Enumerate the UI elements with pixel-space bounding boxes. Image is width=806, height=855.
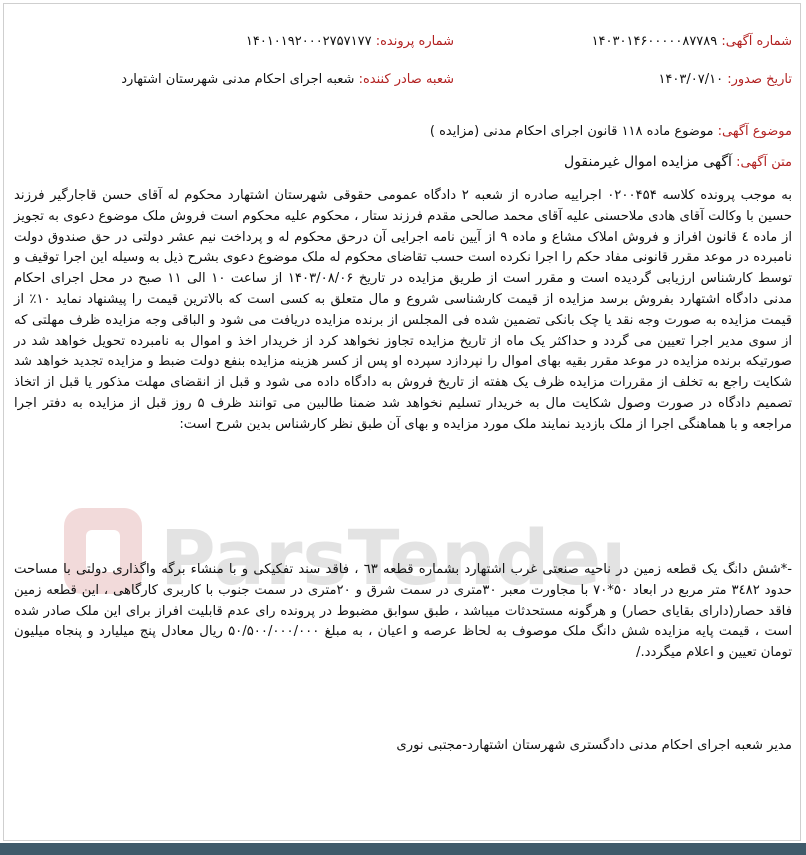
body-paragraph: به موجب پرونده کلاسه ۰۲۰۰۴۵۴ اجراییه صادره از شعبه ۲ دادگاه عمومی حقوقی شهرستان اشتهارد محکوم له آقای حسن قاجارگیر فرزند حسین با وکالت آقای هادی ملاحسنی علیه آقای محمد صالحی مقدم فرزند ستار ، محکوم علیه محکوم است فروش ملک موضوع دعوی به تجویز از ماده ٤ قانون افراز و فروش املاک مشاع و ماده ۹ از آیین نامه اجرایی آن درحق محکوم له و پرداخت نیم عشر دولتی در حق صندوق دولت نامبرده در موعد مقرر قانونی مفاد حکم را اجرا نکرده است حسب تقاضای محکوم له ملک موضوع دعوی بشرح ذیل به وسیله این اجرا توقیف و توسط کارشناس ارزیابی گردیده است و مقرر است از طریق مزایده در تاریخ ۱۴۰۳/۰۸/۰۶ از ساعت ۱۰ الی ۱۱ صبح در محل اجرای احکام مدنی دادگاه اشتهارد بفروش برسد مزایده از قیمت کارشناسی شروع و مال متعلق به کسی است که بالاترین قیمت را پیشنهاد نماید ۱۰٪ از قیمت مزایده به صورت وجه نقد یا چک بانکی تضمین شده فی المجلس از برنده مزایده دریافت می شود و الباقی وجه مزایده ظرف مهلتی که از سوی مدیر اجرا تعیین می گردد و حداکثر یک ماه از تاریخ مزایده تجاوز نخواهد کرد از خریدار اخذ و اموال به نامبرده تحویل خواهد شد در صورتیکه برنده مزایده در موعد مقرر بقیه بهای اموال را نپردازد سپرده او پس از کسر هزینه مزایده بنفع دولت ضبط و مزایده تجدید خواهد شد شکایت راجع به تخلف از مقررات مزایده ظرف یک هفته از تاریخ فروش به دادگاه داده می شود و قبل از انقضای مهلت مذکور یا قبل از اتخاذ تصمیم دادگاه در صورت وصول شکایت مال به خریدار تسلیم نخواهد شد ضمنا طالبین می توانند ظرف ۵ روز قبل از مزایده به دفتر اجرا مراجعه و با هماهنگی اجرا از ملک بازدید نمایند ملک مورد مزایده و بهای آن طبق نظر کارشناس بدین شرح است: — [14, 188, 793, 432]
text-label: متن آگهی: — [736, 155, 792, 170]
bottom-strip — [0, 843, 806, 855]
issuer-value: شعبه اجرای احکام مدنی شهرستان اشتهارد — [121, 72, 355, 87]
issue-date-field — [658, 72, 792, 87]
case-number-label: شماره پرونده: — [375, 34, 454, 49]
subject-label: موضوع آگهی: — [717, 124, 792, 139]
subject-field — [430, 124, 792, 139]
watermark-text: ParsTender — [160, 513, 620, 602]
announcement-document — [12, 0, 792, 840]
subject-value: موضوع ماده ۱۱۸ قانون اجرای احکام مدنی (مزایده ) — [429, 124, 714, 139]
issue-date-label: تاریخ صدور: — [727, 72, 792, 87]
text-title: آگهی مزایده اموال غیرمنقول — [564, 154, 732, 170]
signature-line: مدیر شعبه اجرای احکام مدنی دادگستری شهرستان اشتهارد-مجتبی نوری — [396, 738, 792, 753]
announcement-body — [14, 186, 792, 436]
property-item: -*شش دانگ یک قطعه زمین در ناحیه صنعتی غرب اشتهارد بشماره قطعه ٦٣ ، فاقد سند تفکیکی و با منشاء برگه واگذاری دولتی با مساحت حدود ۳٤۸۲ متر مربع در ابعاد ۵۰*۷۰ با مجاورت معبر ۳۰متری در سمت شرق و ۲۰متری در سمت جنوب با کاربری کارگاهی ، این قطعه زمین فاقد حصار(دارای بقایای حصار) و هرگونه مستحدثات میباشد ، طبق سوابق مضبوط در پرونده رای عدم قابلیت افراز برای این ملک صادر شده است ، قیمت پایه مزایده شش دانگ ملک موصوف به لحاظ عرصه و اعیان ، به مبلغ ۵۰/۵۰۰/۰۰۰/۰۰۰ ریال معادل پنج میلیارد و پنجاه میلیون تومان تعیین و اعلام میگردد./ — [14, 562, 792, 661]
issuer-label: شعبه صادر کننده: — [358, 72, 454, 87]
ad-number-field — [592, 34, 792, 49]
ad-number-value: ۱۴۰۳۰۱۴۶۰۰۰۰۰۸۷۷۸۹ — [591, 34, 718, 49]
property-description — [14, 560, 792, 664]
case-number-field — [246, 34, 454, 49]
issue-date-value: ۱۴۰۳/۰۷/۱۰ — [658, 72, 724, 87]
text-field — [564, 154, 792, 170]
ad-number-label: شماره آگهی: — [721, 34, 792, 49]
issuer-field — [121, 72, 454, 87]
case-number-value: ۱۴۰۱۰۱۹۲۰۰۰۲۷۵۷۱۷۷ — [245, 34, 372, 49]
